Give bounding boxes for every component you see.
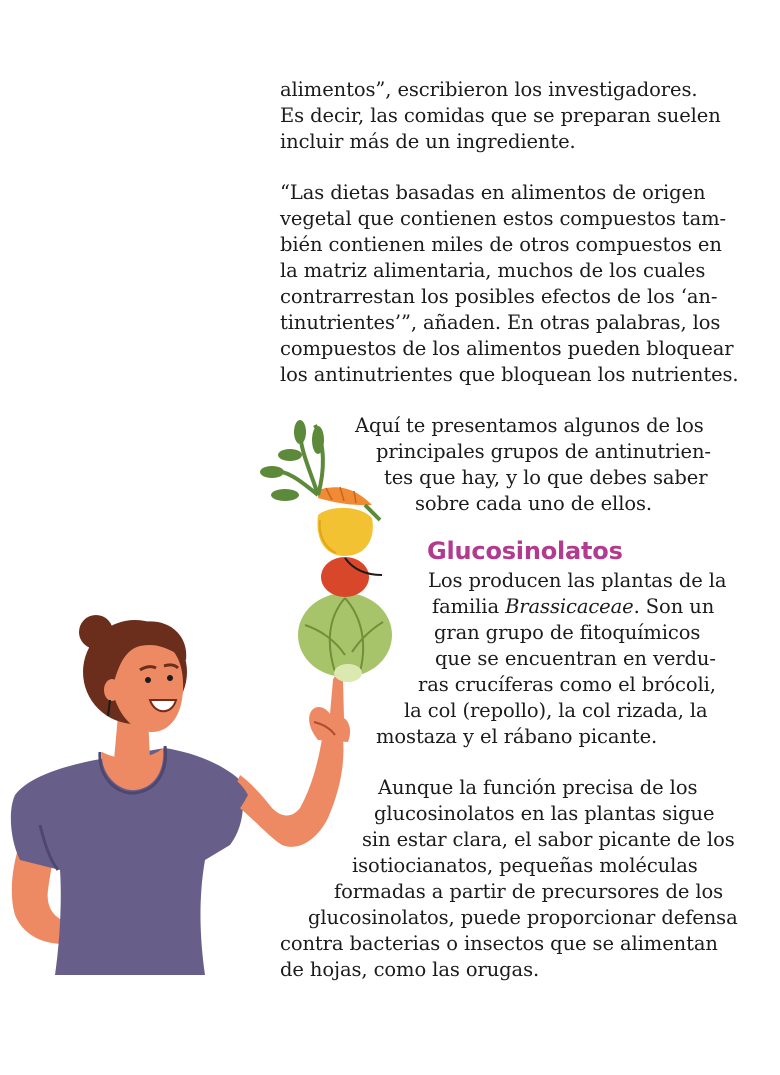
text-segment: familia: [432, 595, 506, 618]
text-line: la matriz alimentaria, muchos de los cuales: [280, 259, 706, 282]
text-line: contra bacterias o insectos que se alimentan: [280, 932, 718, 955]
text-line: sobre cada uno de ellos.: [415, 492, 652, 515]
text-line: glucosinolatos en las plantas sigue: [374, 802, 715, 825]
text-line: Los producen las plantas de la: [428, 569, 727, 592]
italic-term: Brassicaceae: [505, 595, 634, 618]
section-heading: Glucosinolatos: [427, 537, 623, 565]
text-line: glucosinolatos, puede proporcionar defensa: [308, 906, 738, 929]
vegetable-stack: [260, 420, 392, 682]
text-line-with-italic: [432, 594, 714, 620]
text-line: la col (repollo), la col rizada, la: [404, 699, 708, 722]
text-line: Es decir, las comidas que se preparan suelen: [280, 104, 721, 127]
text-line: bién contienen miles de otros compuestos en: [280, 233, 722, 256]
text-line: “Las dietas basadas en alimentos de origen: [280, 181, 706, 204]
text-line: los antinutrientes que bloquean los nutrientes.: [280, 363, 739, 386]
text-line: Aquí te presentamos algunos de los: [355, 414, 704, 437]
text-line: contrarrestan los posibles efectos de los ‘an-: [280, 285, 718, 308]
text-line: de hojas, como las orugas.: [280, 958, 540, 981]
text-line: principales grupos de antinutrien-: [376, 440, 711, 463]
text-line: que se encuentran en verdu-: [435, 647, 716, 670]
text-line: alimentos”, escribieron los investigadores.: [280, 78, 698, 101]
text-segment: . Son un: [633, 595, 715, 618]
text-line: tes que hay, y lo que debes saber: [384, 466, 708, 489]
text-line: ras crucíferas como el brócoli,: [418, 673, 716, 696]
woman-figure: [11, 615, 350, 975]
text-line: incluir más de un ingrediente.: [280, 130, 576, 153]
text-line: compuestos de los alimentos pueden bloquear: [280, 337, 734, 360]
text-line: sin estar clara, el sabor picante de los: [362, 828, 735, 851]
text-line: gran grupo de fitoquímicos: [434, 621, 701, 644]
text-line: vegetal que contienen estos compuestos tam-: [280, 207, 727, 230]
text-line: formadas a partir de precursores de los: [334, 880, 724, 903]
text-line: Aunque la función precisa de los: [378, 776, 698, 799]
text-line: mostaza y el rábano picante.: [376, 725, 658, 748]
text-line: isotiocianatos, pequeñas moléculas: [352, 854, 698, 877]
text-line: tinutrientes’”, añaden. En otras palabras, los: [280, 311, 721, 334]
